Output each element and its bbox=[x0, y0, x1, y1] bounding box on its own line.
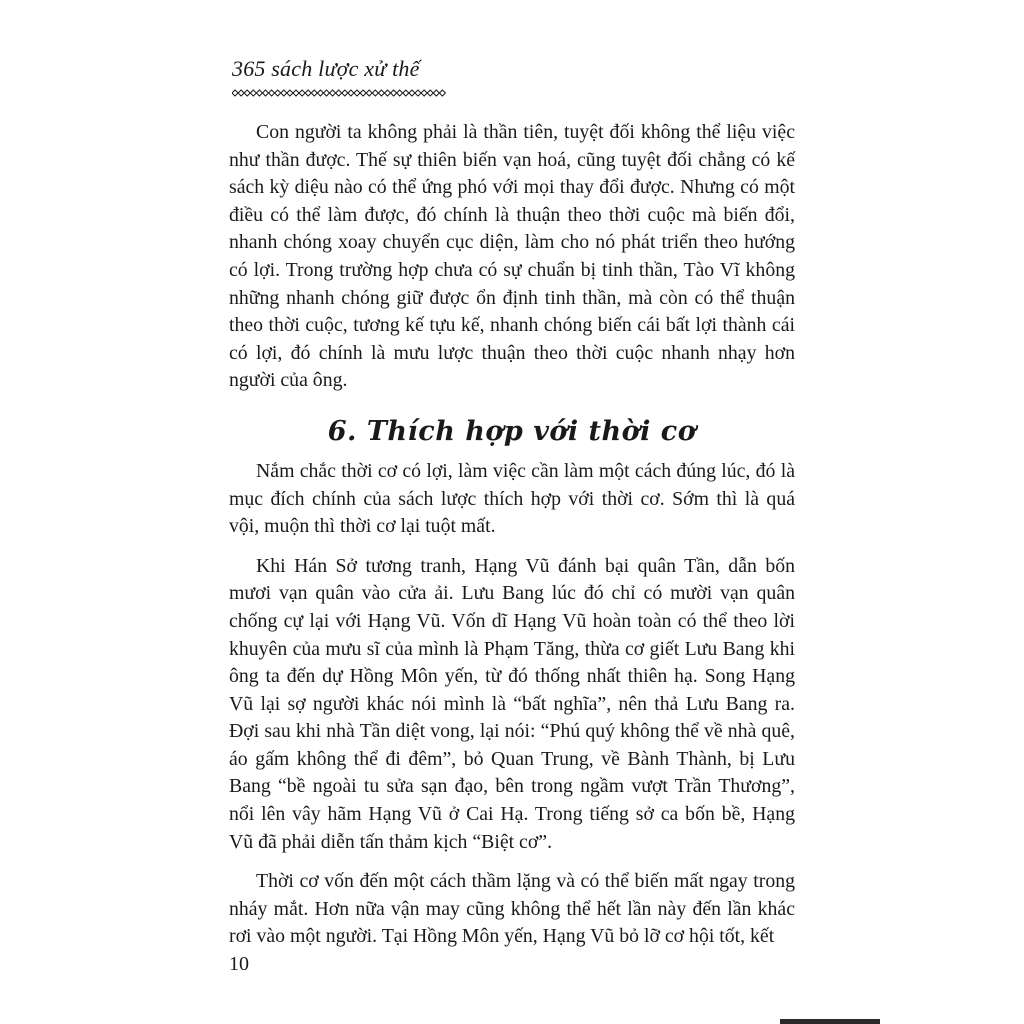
scan-edge-mark bbox=[780, 1019, 880, 1024]
section-heading: 6. Thích hợp với thời cơ bbox=[327, 415, 697, 447]
paragraph: Con người ta không phải là thần tiên, tuyệt đối không thể liệu việc như thần được. Thế sự thiên biến vạn hoá, cũng tuyệt đối chẳng có kế sách kỳ diệu nào có thể ứng phó với mọi thay đổi được. Nhưng có một điều có thể làm được, đó chính là thuận theo thời cuộc mà biến đổi, nhanh chóng xoay chuyển cục diện, làm cho nó phát triển theo hướng có lợi. Trong trường hợp chưa có sự chuẩn bị tinh thần, Tào Vĩ không những nhanh chóng giữ được ổn định tinh thần, mà còn có thể thuận theo thời cuộc, tương kế tựu kế, nhanh chóng biến cái bất lợi thành cái có lợi, đó chính là mưu lược thuận theo thời cuộc nhanh nhạy hơn người của ông. bbox=[229, 121, 795, 392]
paragraph: Khi Hán Sở tương tranh, Hạng Vũ đánh bại quân Tần, dẫn bốn mươi vạn quân vào cửa ải. Lưu Bang lúc đó chỉ có mười vạn quân chống cự lại với Hạng Vũ. Vốn dĩ Hạng Vũ hoàn toàn có thể theo lời khuyên của mưu sĩ của mình là Phạm Tăng, thừa cơ giết Lưu Bang khi ông ta đến dự Hồng Môn yến, từ đó thống nhất thiên hạ. Song Hạng Vũ lại sợ người khác nói mình là “bất nghĩa”, nên thả Lưu Bang ra. Đợi sau khi nhà Tần diệt vong, lại nói: “Phú quý không thể về nhà quê, áo gấm không thể đi đêm”, bỏ Quan Trung, về Bành Thành, bị Lưu Bang “bề ngoài tu sửa sạn đạo, bên trong ngầm vượt Trần Thương”, nổi lên vây hãm Hạng Vũ ở Cai Hạ. Trong tiếng sở ca bốn bề, Hạng Vũ đã phải diễn tấn thảm kịch “Biệt cơ”. bbox=[229, 554, 795, 853]
body-text bbox=[229, 119, 795, 951]
running-head: 365 sách lược xử thế bbox=[232, 56, 420, 81]
ornament-rule bbox=[232, 88, 446, 98]
paragraph: Thời cơ vốn đến một cách thầm lặng và có thể biến mất ngay trong nháy mắt. Hơn nữa vận may cũng không thể hết lần này đến lần khác rơi vào một người. Tại Hồng Môn yến, Hạng Vũ bỏ lỡ cơ hội tốt, kết bbox=[229, 870, 795, 948]
page-number: 10 bbox=[229, 953, 249, 975]
paragraph: Nắm chắc thời cơ có lợi, làm việc cần làm một cách đúng lúc, đó là mục đích chính của sách lược thích hợp với thời cơ. Sớm thì là quá vội, muộn thì thời cơ lại tuột mất. bbox=[229, 459, 795, 538]
